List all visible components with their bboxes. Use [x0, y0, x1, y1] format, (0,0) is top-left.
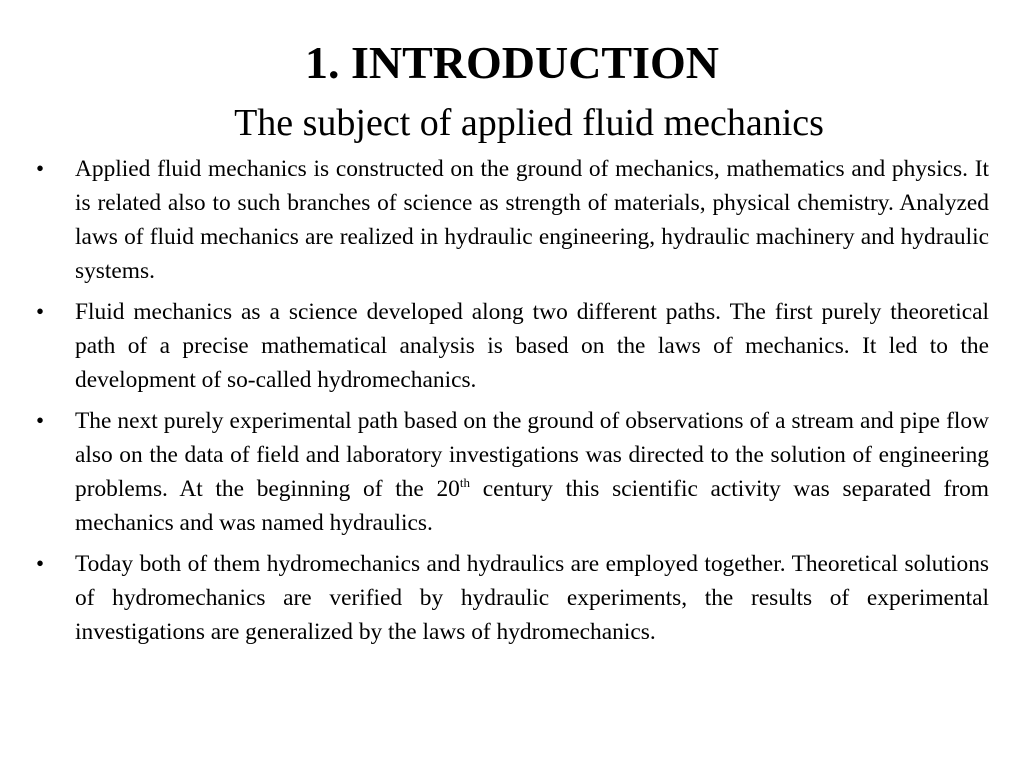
bullet-list	[36, 152, 989, 656]
bullet-item-1	[36, 152, 989, 288]
bullet-text-after-superscript: century this scientific activity was separated from mechanics and was named hydraulics.	[75, 476, 989, 536]
superscript: th	[459, 475, 471, 490]
slide-heading: 1. INTRODUCTION	[304, 37, 720, 88]
bullet-text: Applied fluid mechanics is constructed on the ground of mechanics, mathematics and physics. It is related also to such branches of science as strength of materials, physical chemistry. Analyzed laws of fluid mechanics are realized in hydraulic engineering, hydraulic machinery and hydraulic systems.	[75, 156, 989, 284]
bullet-item-2	[36, 295, 989, 397]
bullet-text: Today both of them hydromechanics and hydraulics are employed together. Theoretical solutions of hydromechanics are verified by hydraulic experiments, the results of experimental investigations are generalized by the laws of hydromechanics.	[75, 551, 989, 645]
bullet-item-3	[36, 404, 989, 540]
bullet-text	[75, 404, 989, 540]
bullet-text: Fluid mechanics as a science developed along two different paths. The first purely theoretical path of a precise mathematical analysis is based on the laws of mechanics. It led to the development of so-called hydromechanics.	[75, 299, 989, 393]
slide-subheading: The subject of applied fluid mechanics	[234, 102, 824, 144]
bullet-icon: •	[36, 408, 45, 433]
bullet-icon: •	[36, 156, 45, 181]
bullet-icon: •	[36, 551, 45, 576]
bullet-text-before-superscript: The next purely experimental path based on the ground of observations of a stream and pipe flow also on the data of field and laboratory investigations was directed to the solution of engineering problems. At the beginning of the 20	[75, 408, 989, 502]
bullet-item-4	[36, 547, 989, 649]
bullet-icon: •	[36, 299, 45, 324]
